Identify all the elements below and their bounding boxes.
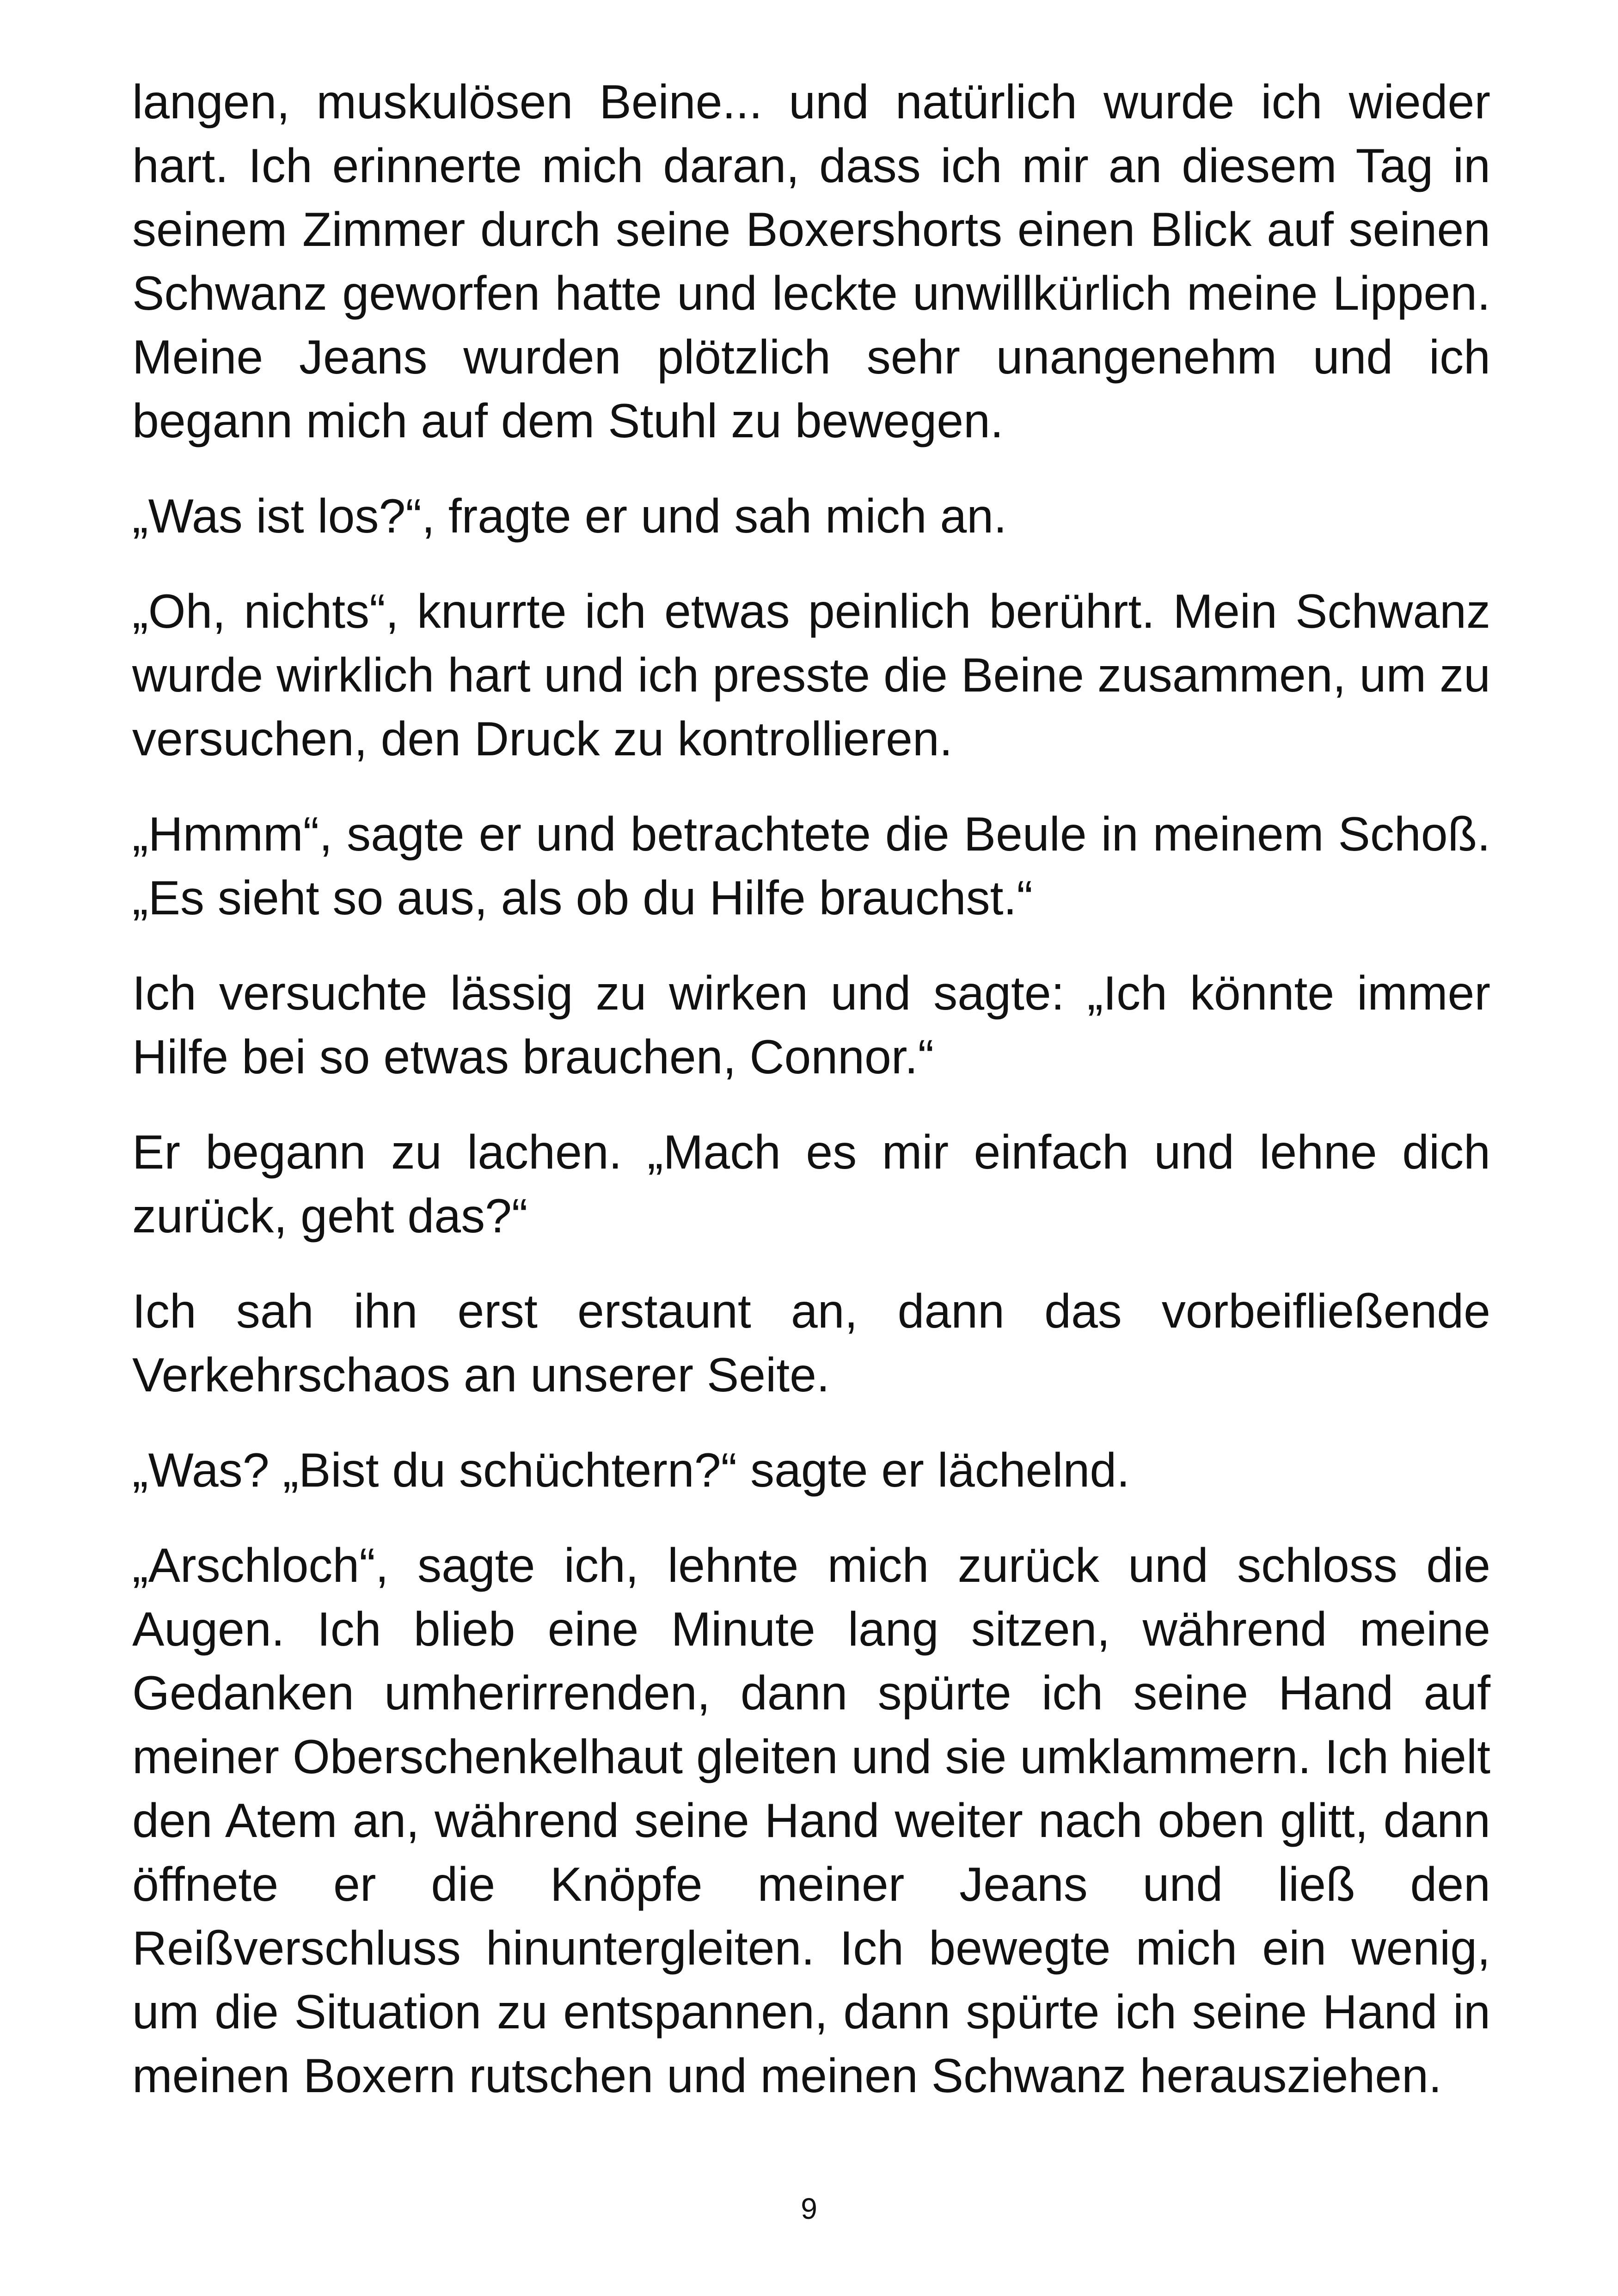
paragraph-3: „Oh, nichts“, knurrte ich etwas peinlich berührt. Mein Schwanz wurde wirklich hart und ich presste die Beine zusammen, um zu versuchen, den Druck zu kontrollieren. xyxy=(132,585,1490,766)
paragraph-6: Er begann zu lachen. „Mach es mir einfach und lehne dich zurück, geht das?“ xyxy=(132,1126,1490,1243)
paragraph-5: Ich versuchte lässig zu wirken und sagte: „Ich könnte immer Hilfe bei so etwas brauchen, Connor.“ xyxy=(132,967,1490,1084)
paragraph-9: „Arschloch“, sagte ich, lehnte mich zurück und schloss die Augen. Ich blieb eine Minute lang sitzen, während meine Gedanken umherirrenden, dann spürte ich seine Hand auf meiner Oberschenkelhaut gleiten und sie umklammern. Ich hielt den Atem an, während seine Hand weiter nach oben glitt, dann öffnete er die Knöpfe meiner Jeans und ließ den Reißverschluss hinuntergleiten. Ich bewegte mich ein wenig, um die Situation zu entspannen, dann spürte ich seine Hand in meinen Boxern rutschen und meinen Schwanz herausziehen. xyxy=(132,1539,1490,2103)
paragraph-2: „Was ist los?“, fragte er und sah mich an. xyxy=(132,490,1007,543)
page-number: 9 xyxy=(801,2192,817,2225)
paragraph-7: Ich sah ihn erst erstaunt an, dann das vorbeifließende Verkehrschaos an unserer Seite. xyxy=(132,1285,1490,1402)
page-body xyxy=(132,70,1490,2139)
paragraph-4: „Hmmm“, sagte er und betrachtete die Beule in meinem Schoß. „Es sieht so aus, als ob du Hilfe brauchst.“ xyxy=(132,808,1490,925)
paragraph-8: „Was? „Bist du schüchtern?“ sagte er lächelnd. xyxy=(132,1444,1130,1497)
paragraph-1: langen, muskulösen Beine... und natürlich wurde ich wieder hart. Ich erinnerte mich daran, dass ich mir an diesem Tag in seinem Zimmer durch seine Boxershorts einen Blick auf seinen Schwanz geworfen hatte und leckte unwillkürlich meine Lippen. Meine Jeans wurden plötzlich sehr unangenehm und ich begann mich auf dem Stuhl zu bewegen. xyxy=(132,75,1490,448)
